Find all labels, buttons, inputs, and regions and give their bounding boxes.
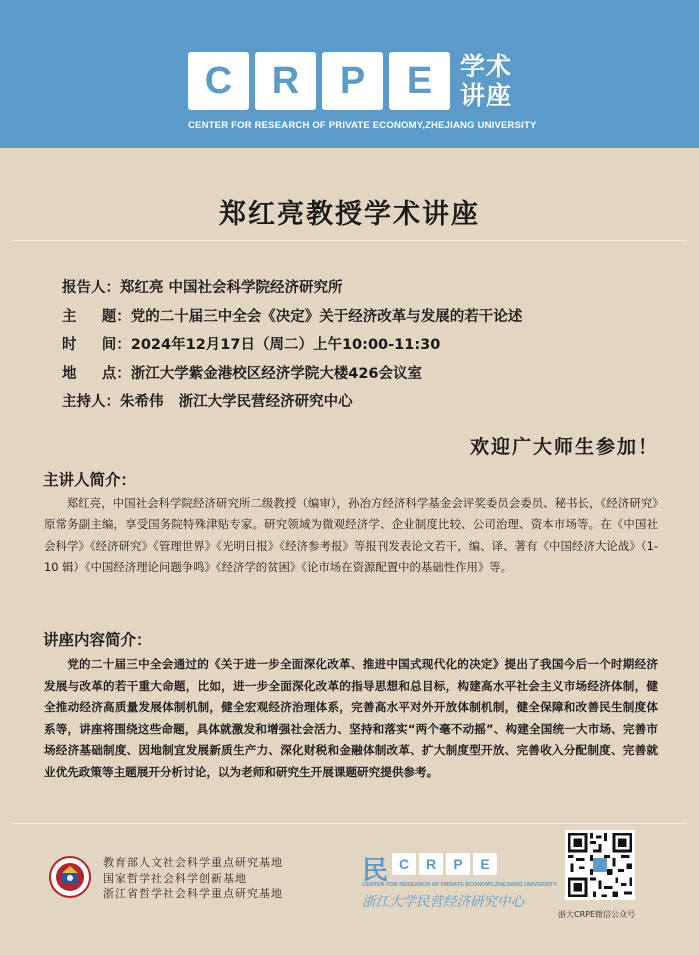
welcome-text: 欢迎广大师生参加！ — [469, 436, 659, 458]
info-row-host — [62, 390, 522, 419]
info-value: 2024年12月17日（周二）上午10:00-11:30 — [130, 337, 441, 353]
logo-subtitle: CENTER FOR RESEARCH OF PRIVATE ECONOMY,ZHEJIANG UNIVERSITY — [188, 120, 537, 131]
footer-logo-chinese: 浙江大学民营经济研究中心 — [362, 894, 524, 910]
speaker-intro-heading: 主讲人简介： — [43, 471, 137, 489]
info-row-venue — [62, 362, 522, 391]
footer-logo-boxes — [392, 853, 497, 875]
base-line: 教育部人文社会科学重点研究基地 — [103, 856, 283, 869]
info-label: 地 点： — [62, 365, 131, 382]
min-character-logo: 民 — [362, 856, 389, 886]
lecture-info — [62, 276, 522, 419]
info-label: 主持人： — [62, 394, 120, 410]
logo-letter-e: E — [389, 52, 450, 110]
info-label: 主 题： — [62, 308, 131, 325]
footer-logo-letter: R — [419, 853, 443, 875]
divider-bottom — [12, 823, 687, 824]
header-banner — [0, 0, 699, 148]
wechat-qr-code-icon — [565, 830, 635, 900]
info-label: 报告人： — [62, 280, 120, 296]
moe-emblem-icon — [48, 855, 92, 899]
lecture-intro-heading: 讲座内容简介： — [43, 631, 152, 649]
info-value: 朱希伟 浙江大学民营经济研究中心 — [120, 394, 353, 410]
crpe-logo — [188, 52, 450, 110]
logo-letter-p: P — [322, 52, 383, 110]
footer-logo-letter: C — [392, 853, 416, 875]
footer-logo-subtitle: CENTER FOR RESEARCH OF PRIVATE ECONOMY,ZHEJIANG UNIVERSITY — [362, 882, 558, 888]
base-line: 浙江省哲学社会科学重点研究基地 — [103, 887, 283, 900]
info-value: 郑红亮 中国社会科学院经济研究所 — [120, 280, 343, 296]
info-row-time — [62, 333, 522, 362]
divider-top — [12, 240, 687, 241]
logo-side-text — [460, 52, 512, 110]
info-value: 浙江大学紫金港校区经济学院大楼426会议室 — [130, 365, 423, 382]
info-row-speaker — [62, 276, 522, 305]
info-row-topic — [62, 305, 522, 334]
base-line: 国家哲学社会科学创新基地 — [103, 871, 247, 885]
logo-letter-r: R — [255, 52, 316, 110]
logo-side-line2: 讲座 — [460, 81, 513, 110]
speaker-intro-body: 郑红亮，中国社会科学院经济研究所二级教授（编审），孙冶方经济科学基金会评奖委员会委员、秘书长，《经济研究》原常务副主编，享受国务院特殊津贴专家。研究领域为微观经济学、企业制度比较、公司治理、资本市场等。在《中国社会科学》《经济研究》《管理世界》《光明日报》《经济参考报》等报刊发表论文若干，编、译、著有《中国经济大论战》（1-10 辑）《中国经济理论问题争鸣》《经济学的贫困》《论市场在资源配置中的基础性作用》等。 — [44, 496, 658, 574]
footer-logo-letter: P — [446, 853, 470, 875]
research-base-list — [103, 855, 283, 902]
info-label: 时 间： — [62, 337, 131, 353]
logo-letter-c: C — [188, 52, 249, 110]
info-value: 党的二十届三中全会《决定》关于经济改革与发展的若干论述 — [130, 308, 523, 325]
page-title: 郑红亮教授学术讲座 — [219, 199, 480, 230]
footer-logo-letter: E — [473, 853, 497, 875]
lecture-intro-body: 党的二十届三中全会通过的《关于进一步全面深化改革、推进中国式现代化的决定》提出了我国今后一个时期经济发展与改革的若干重大命题，比如，进一步全面深化改革的指导思想和总目标，构建高水平社会主义市场经济体制，健全推动经济高质量发展体制机制，健全宏观经济治理体系，完善高水平对外开放体制机制，健全保障和改善民生制度体系等，讲座将围绕这些命题，具体就激发和增强社会活力、坚持和落实“两个毫不动摇”、构建全国统一大市场、完善市场经济基础制度、因地制宜发展新质生产力、深化财税和金融体制改革、扩大制度型开放、完善收入分配制度、完善就业优先政策等主题展开分析讨论，以为老师和研究生开展课题研究提供参考。 — [44, 657, 658, 779]
qr-caption: 浙大CRPE微信公众号 — [558, 910, 636, 919]
logo-side-line1: 学术 — [460, 52, 513, 81]
